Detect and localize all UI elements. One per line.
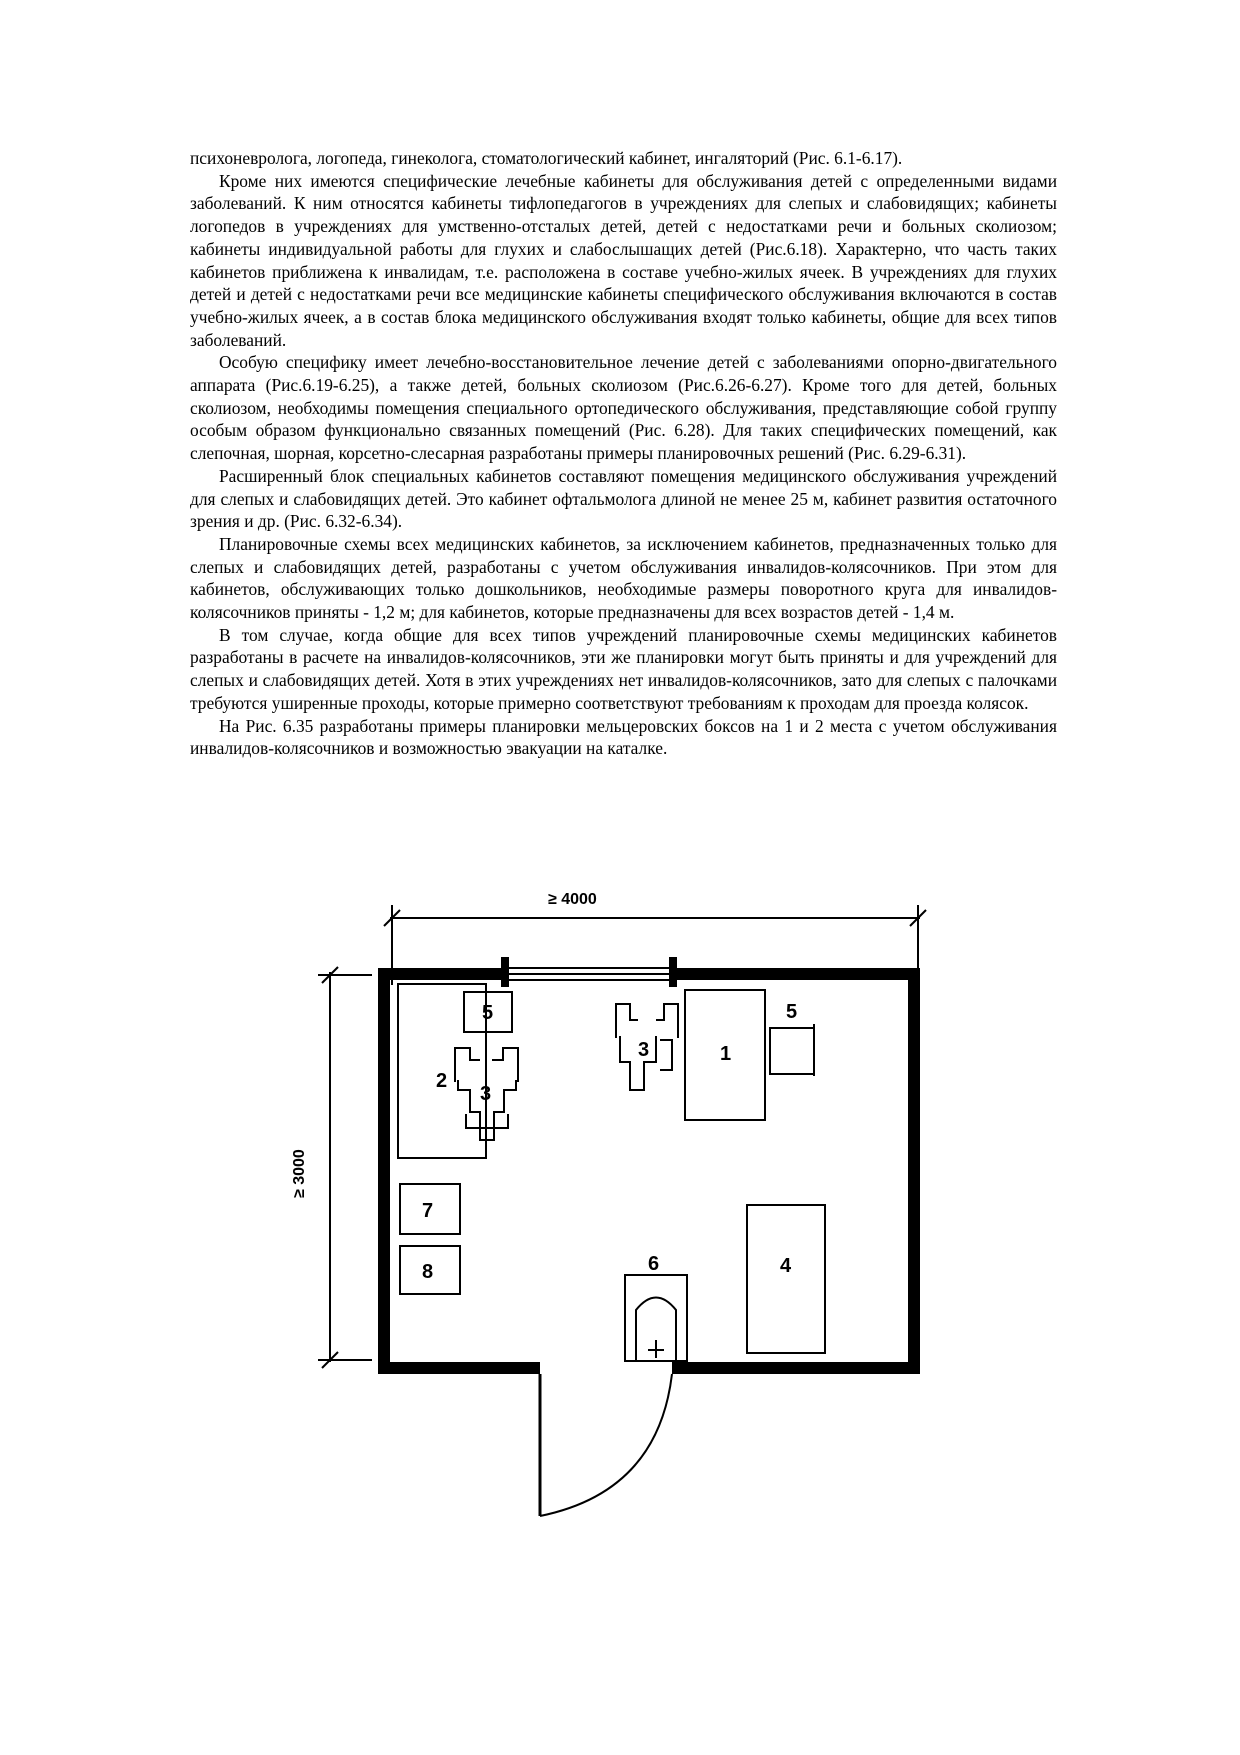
paragraph-3: Особую специфику имеет лечебно-восстановительное лечение детей с заболеваниями опорно-двигательного аппарата (Рис.6.19-6.25), а также детей, больных сколиозом (Рис.6.26-6.27). Кроме того для детей, больных сколиозом, необходимы помещения специального ортопедического обслуживания, представляющие собой группу особым образом функционально связанных помещений (Рис. 6.28). Для таких специфических помещений, как слепочная, шорная, корсетно-слесарная разработаны примеры планировочных решений (Рис. 6.29-6.31).	[190, 352, 1057, 464]
paragraph-4: Расширенный блок специальных кабинетов составляют помещения медицинского обслуживания учреждений для слепых и слабовидящих детей. Это кабинет офтальмолога длиной не менее 25 м, кабинет развития остаточного зрения и др. (Рис. 6.32-6.34).	[190, 465, 1057, 532]
label-6: 6	[648, 1253, 660, 1275]
wall-right	[908, 968, 920, 1374]
label-4: 4	[780, 1255, 792, 1277]
label-3-right: 3	[638, 1039, 650, 1061]
label-3-left: 3	[480, 1083, 492, 1105]
floor-plan-drawing	[280, 880, 980, 1540]
door	[540, 1374, 672, 1516]
wall-top-left	[378, 968, 506, 980]
floor-plan-figure	[280, 880, 980, 1540]
body-text	[190, 147, 1057, 760]
furniture-4	[747, 1205, 825, 1353]
label-5-left: 5	[482, 1002, 494, 1024]
paragraph-6: В том случае, когда общие для всех типов учреждений планировочные схемы медицинских кабинетов разработаны в расчете на инвалидов-колясочников, эти же планировки могут быть приняты и для учреждений для слепых и слабовидящих детей. Хотя в этих учреждениях нет инвалидов-колясочников, зато для слепых с палочками требуются уширенные проходы, которые примерно соответствуют требованиям к проходам для проезда колясок.	[190, 624, 1057, 713]
label-7: 7	[422, 1200, 434, 1222]
wall-bottom-right	[672, 1362, 920, 1374]
walls	[378, 968, 920, 1374]
furniture-6-sink	[625, 1275, 687, 1361]
wall-top-right	[672, 968, 920, 980]
paragraph-1: психоневролога, логопеда, гинеколога, стоматологический кабинет, ингаляторий (Рис. 6.1-6.17).	[190, 148, 903, 168]
height-dimension	[318, 967, 372, 1368]
wall-bottom-left	[378, 1362, 540, 1374]
paragraph-2: Кроме них имеются специфические лечебные кабинеты для обслуживания детей с определенными видами заболеваний. К ним относятся кабинеты тифлопедагогов в учреждениях для слепых и слабовидящих; кабинеты логопедов в учреждениях для умственно-отсталых детей, детей с недостатками речи и больных сколиозом; кабинеты индивидуальной работы для глухих и слабослышащих детей (Рис.6.18). Характерно, что часть таких кабинетов приближена к инвалидам, т.е. расположена в составе учебно-жилых ячеек. В учреждениях для глухих детей и детей с недостатками речи все медицинские кабинеты специфического обслуживания включаются в состав учебно-жилых ячеек, а в состав блока медицинского обслуживания входят только кабинеты, общие для всех типов заболеваний.	[190, 170, 1057, 350]
window	[502, 958, 676, 986]
wall-left	[378, 968, 390, 1374]
dim-width-label: ≥ 4000	[548, 891, 597, 908]
dim-height-label: ≥ 3000	[291, 1149, 308, 1198]
label-2: 2	[436, 1070, 448, 1092]
label-1: 1	[720, 1043, 732, 1065]
furniture-5-right	[770, 1024, 814, 1076]
label-5-right: 5	[786, 1001, 798, 1023]
paragraph-5: Планировочные схемы всех медицинских кабинетов, за исключением кабинетов, предназначенных только для слепых и слабовидящих детей, разработаны с учетом обслуживания инвалидов-колясочников. При этом для кабинетов, обслуживающих только дошкольников, необходимые размеры поворотного круга для инвалидов-колясочников приняты - 1,2 м; для кабинетов, которые предназначены для всех возрастов детей - 1,4 м.	[190, 533, 1057, 623]
label-8: 8	[422, 1261, 434, 1283]
paragraph-7: На Рис. 6.35 разработаны примеры планировки мельцеровских боксов на 1 и 2 места с учетом обслуживания инвалидов-колясочников и возможностью эвакуации на каталке.	[190, 715, 1057, 759]
